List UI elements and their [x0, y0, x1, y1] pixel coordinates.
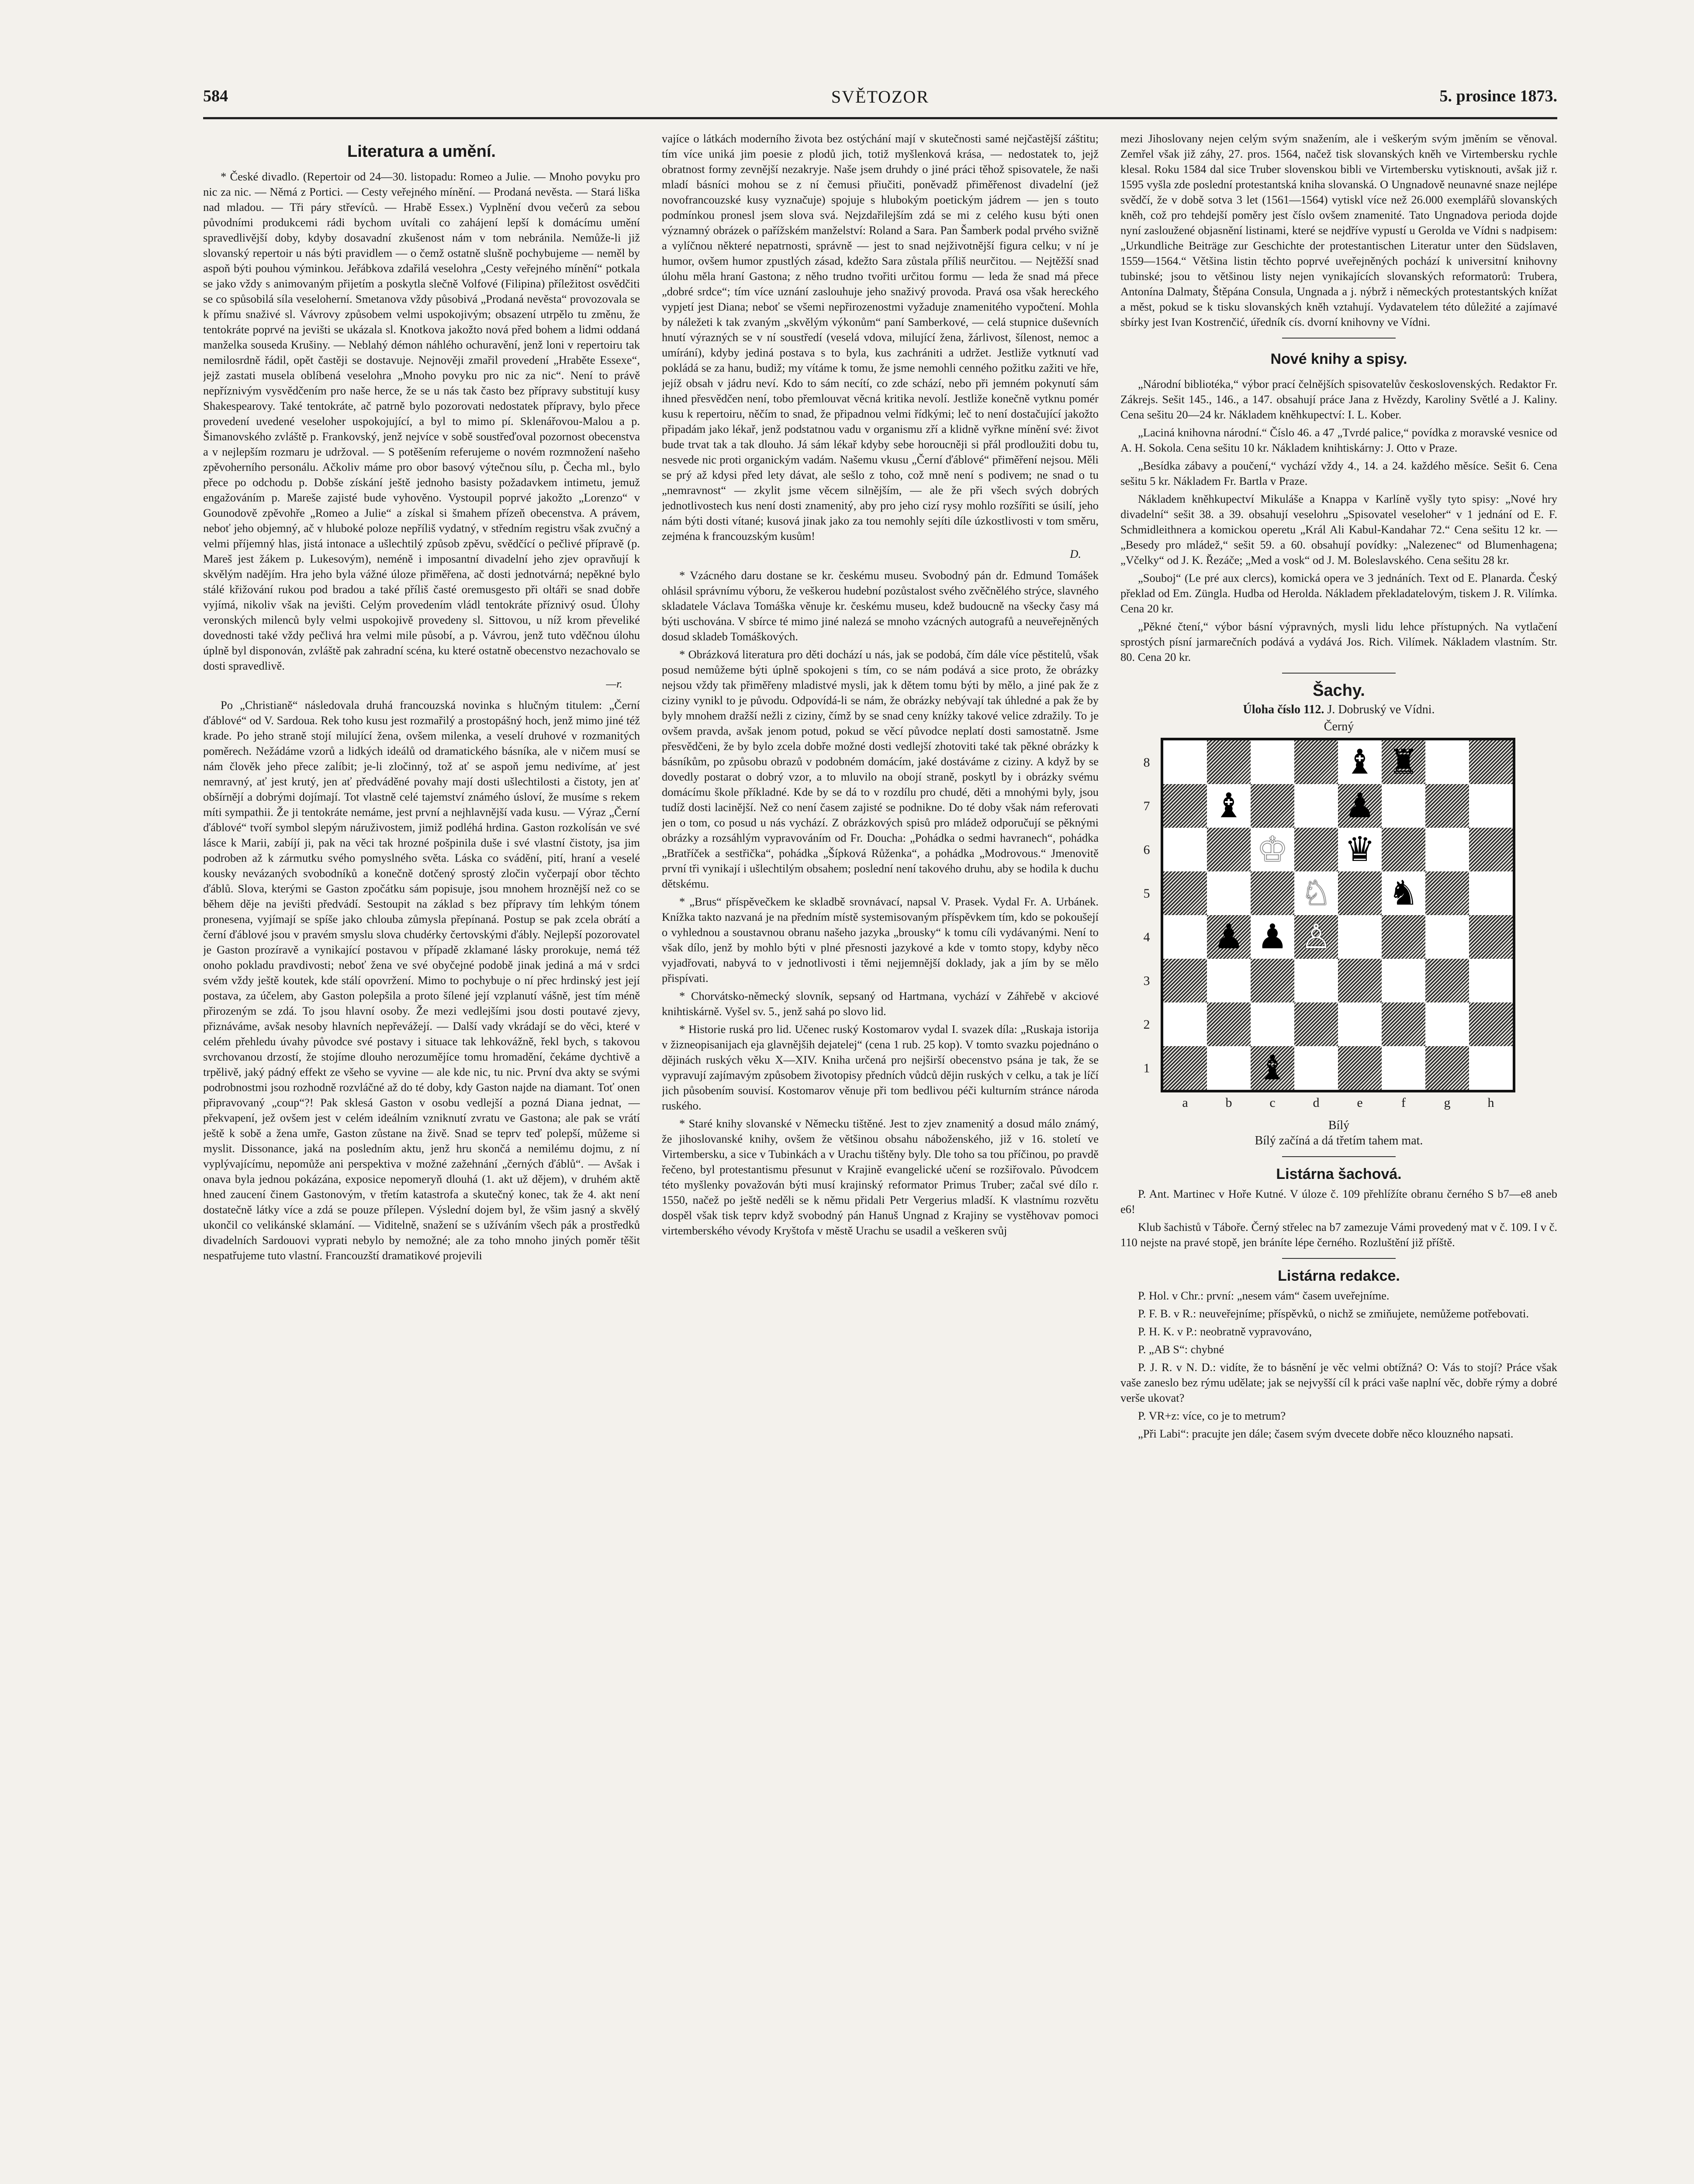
black-bishop-b7-icon: ♝	[1213, 786, 1244, 826]
book-notice: „Besídka zábavy a poučení,“ vychází vždy 4., 14. a 24. každého měsíce. Sešit 6. Cena sešitu 5 kr. Nákladem Fr. Bartla v Praze.	[1120, 459, 1557, 487]
rank-label-4: 4	[1143, 930, 1150, 944]
rank-label-7: 7	[1143, 798, 1150, 813]
board-square-d7	[1294, 784, 1338, 828]
editorial-letter: „Při Labi“: pracujte jen dále; časem svým dvecete dobře něco klouzného napsati.	[1138, 1427, 1514, 1440]
board-square-h2	[1469, 1002, 1513, 1046]
book-notice: Nákladem kněhkupectví Mikuláše a Knappa v Karlíně vyšly tyto spisy: „Nové hry divadelní“ sešit 38. a 39. obsahují veselohru „Spisovatel veseloher“ v 1 jednání od E. F. Schmidleithnera a komickou operetu „Král Ali Kabul-Kandahar 72.“ Cena sešitu 12 kr. — „Besedy pro mládež,“ sešit 59. a 60. obsahují povídky: „Nalezenec“ od Blumenhagena; „Včelky“ od J. K. Řezáče; „Med a vosk“ od J. M. Boleslavského. Cena sešitu 28 kr.	[1120, 492, 1557, 567]
board-square-a1	[1163, 1046, 1207, 1090]
board-square-a7	[1163, 784, 1207, 828]
board-square-a3	[1163, 959, 1207, 1002]
black-pawn-c4-icon: ♟	[1257, 917, 1288, 957]
board-square-a5	[1163, 871, 1207, 915]
black-bishop-e8-icon: ♝	[1345, 743, 1375, 782]
chess-diagram	[1120, 738, 1557, 1118]
board-square-h3	[1469, 959, 1513, 1002]
board-square-e4	[1338, 915, 1382, 959]
file-label-e: e	[1357, 1095, 1363, 1110]
board-square-g6	[1425, 828, 1469, 871]
column-1	[203, 131, 640, 2184]
rank-label-5: 5	[1143, 886, 1150, 901]
board-square-g4	[1425, 915, 1469, 959]
board-square-f1	[1382, 1046, 1425, 1090]
board-square-h6	[1469, 828, 1513, 871]
divider	[1282, 1258, 1396, 1259]
article-museum-gift: * Vzácného daru dostane se kr. českému museu. Svobodný pán dr. Edmund Tomášek ohlásil správnímu výboru, že veškerou hudební pozůstalost svého zvěčnělého strýce, slavného skladatele Václava Tomáška věnuje kr. českému museu, kdež budoucně na všecky časy má býti uschována. V sbírce té mimo jiné nalezá se mnoho vzácných autografů a neuveřejněných dosud skladeb Tomáškových.	[662, 569, 1099, 643]
rank-label-1: 1	[1143, 1061, 1150, 1075]
board-square-d1	[1294, 1046, 1338, 1090]
board-square-c7	[1251, 784, 1294, 828]
editorial-letter: P. „AB S“: chybné	[1138, 1343, 1224, 1356]
article-continuation: vajíce o látkách moderního života bez ostýchání mají v skutečnosti samé nejčastější záštitu; tím více uniká jim poesie z plodů jich, totiž myšlenková krása, — nedostatek to, jejž obratnost formy zevnější nezakryje. Naše jsem druhdy o jiné práci těhož spisovatele, že naši mladí básníci mohou se z ní čemusi přiučiti, poněvadž přiměřenost divadelní (jež novofrancouzské kusy vyznačuje) spojuje s hlubokým poetickým jádrem — jen s touto podmínkou pronesl jsem slova svá. Nejzdařilejším zdá se mi z celého kusu býti onen významný obrázek o pařížském manželství: Roland a Sara. Pan Šamberk podal prvého svižně a vylíčnou některé nepatrnosti, správně — jest to snad nejživotnější figura celku; v ní je humor, ovšem humor zpustlých zásad, kdežto Sara zůstala příliš neurčitou. — Nejtěžší snad úlohu měla hraní Gastona; z něho trudno tvořiti určitou formu — leda že snad má přece „dobré srdce“; tím více uznání zaslouhuje jeho snaživý provoda. Pravá osa však hereckého vypjetí jest Diana; neboť se všemi nepřirozenostmi vyžaduje znamenitého vypočtení. Mohla by náležeti k tak zvaným „skvělým výkonům“ paní Samberkové, — celá stupnice duševních hnutí výrazných se v ní soustředí (veselá vdova, milující žena, žárlivost, šílenost, nemoc a umírání), kdyby jediná postava s to byla, kus zachrániti a udržet. Jestliže vytknutí vad pokládá se za hanu, budiž; my vítáme k tomu, že jsme nemohli cenného požitku zažiti ve hře, jejíž obsah v jádru neví. Kdo to sám necítí, co zde schází, nebo při jemném pokynutí sám ihned přesvědčen není, tobo přemlouvat věcná kritika nevolí. Jestliže konečně vytknu pomér kusu k repertoiru, něčím to snad, že připadnou velmi řídkými; leč to není dostačující jakožto připadám jako lékař, jenž podstatnou vadu v organismu zří a klidně vyřkne mínění své: život bude trvat tak a tak dlouho. Já sám lékař kdyby sebe horoucněji si přál prodloužiti dobu tu, nesvede nic proti organickým vadám. Našemu vkusu „Černí ďáblové“ přiměření nejsou. Měli se prý až kdysi před lety dávat, ale sešlo z toho, což mně není s podivem; ne snad o tu „nemravnost“ — zkylit jsme věcem silnějším, — ale že při všech svých dobrých jednotlivostech kus není dosti znamenitý, aby pro jeho cizí rysy mohlo rozšířiti se úsilí, jeho nám býti dosti vítané; kusová jinak jako za tou nemohly sejíti díle úzkostlivosti v tom směru, zejména k francouzským kusům!	[662, 132, 1099, 543]
board-square-f4	[1382, 915, 1425, 959]
white-pawn-d4-icon: ♙	[1301, 917, 1331, 957]
divider	[1282, 1156, 1396, 1157]
board-square-c5	[1251, 871, 1294, 915]
rank-label-6: 6	[1143, 842, 1150, 857]
file-label-b: b	[1225, 1095, 1232, 1110]
white-king-c6-icon: ♔	[1257, 830, 1288, 869]
column-3	[1120, 131, 1557, 2184]
file-label-d: d	[1313, 1095, 1320, 1110]
board-square-g3	[1425, 959, 1469, 1002]
article-continuation: mezi Jihoslovany nejen celým svým snažením, ale i veškerým svým jměním se věnoval. Zemřel však již záhy, 27. pros. 1564, načež tisk slovanských kněh ve Virtembersku rychle klesal. Roku 1584 dal sice Truber slovenskou bibli ve Virtembersku vytisknouti, avšak již r. 1595 vyšla zde poslední protestantská kniha slovanská. O Ungnadově neunavné snaze nejlépe svědčí, že v době sotva 3 let (1561—1564) vytiskl více než 26.000 exemplářů slovanských kněh, což pro tehdejší poměry jest číslo ovšem znamenité. Tato Ungnadova perioda dojde nyní zasloužené objasnění listinami, které se nejdříve vypustí u Gerolda ve Vídni s nadpisem: „Urkundliche Beiträge zur Geschichte der protestantischen Literatur unter den Südslaven, 1559—1564.“ Většina listin těchto poprvé uveřejněných pochází k universitní knihovny tubinské; jsou to většinou listy nejen vynikajících slovanských reformatorů: Trubera, Antonína Dalmaty, Štěpána Consula, Ungnada a j. nýbrž i německých protestantských knížat a měst, pokud se k tisku slovanských kněh vztahují. Vydavatelem této důležité a zajímavé sbírky jest Ivan Kostrenčić, úředník cís. dvorní knihovny ve Vídni.	[1120, 132, 1557, 328]
article-signature: —r.	[606, 677, 622, 690]
article-dictionary: * Chorvátsko-německý slovník, sepsaný od Hartmana, vychází v Záhřebě v akciové knihtiskárně. Vyšel sv. 5., jenž sahá po slovo lid.	[662, 989, 1099, 1018]
board-square-d6	[1294, 828, 1338, 871]
board-square-h7	[1469, 784, 1513, 828]
board-square-a2	[1163, 1002, 1207, 1046]
problem-caption: Bílý začíná a dá třetím tahem mat.	[1255, 1134, 1423, 1147]
board-square-e2	[1338, 1002, 1382, 1046]
book-notice: „Pěkné čtení,“ výbor básní výpravných, mysli lidu lehce přístupných. Na vytlačení sprostých písní jarmarečních podává a vydává Jos. Rich. Vilímek. Nákladem vlastním. Str. 80. Cena 20 kr.	[1120, 620, 1557, 663]
editorial-letter: P. VR+z: více, co je to metrum?	[1138, 1409, 1286, 1422]
divider	[1282, 673, 1396, 674]
board-square-g1	[1425, 1046, 1469, 1090]
chess-board	[1161, 738, 1515, 1092]
file-label-g: g	[1444, 1095, 1451, 1110]
board-square-b8	[1207, 740, 1251, 784]
board-square-h8	[1469, 740, 1513, 784]
file-label-f: f	[1401, 1095, 1406, 1110]
board-square-f2	[1382, 1002, 1425, 1046]
black-queen-e6-icon: ♛	[1345, 830, 1375, 869]
black-rook-f8-icon: ♜	[1388, 743, 1419, 782]
board-square-g5	[1425, 871, 1469, 915]
board-square-b2	[1207, 1002, 1251, 1046]
white-knight-d5-icon: ♘	[1301, 874, 1331, 913]
article-cerni-dablove: Po „Christianě“ následovala druhá francouzská novinka s hlučným titulem: „Černí ďáblové“ od V. Sardoua. Rek toho kusu jest rozmařilý a prostopášný hoch, jenž mimo jiné též krade. Po jeho straně stojí milující žena, ovšem milenka, a veselí druhové v rozmanitých poměrech. Nežádáme vzorů a lidkých ideálů od dramatického básníka, ale v ničem musí se nám člověk jeho přece zalíbit; je-li zločinný, tož ať se aspoň jemu nedivíme, ať jest nemravný, ať jest krutý, jen ať předváděné povahy mají dosti ušlechtilosti a čistoty, jen ať obšírnějí a dobrými dojímají. Tot vlastně celé tajemství známého úsloví, že musíme s rekem míti sympathii. Že ji tentokráte nemáme, jest první a nejhlavnější vada kusu. — Výraz „Černí ďáblové“ tvoří symbol slepým náruživostem, jimiž podléhá hrdina. Gaston rozkolísán ve své lásce k Marii, zabíjí ji, pak na věci tak hrozné pošpinila duše i své vlastní čistoty, jsa jim podroben až k zármutku svého pomyslného světa. Láska co svádění, pití, hraní a veselé kousky nevázaných svobodníků a konečně dotčený sprostý zločin vyčerpají obor těchto ďáblů. Slova, kterými se Gaston zpočátku sám popisuje, jsou mnohem hroznější než co se během děje na jevišti předvádí. Sestoupit na základ s bez přípravy tím lehkým tónem pronesena, vyjímají se spíše jako chlouba zůmysla přepínaná. Postup se pak zcela obrátí a černí ďáblové jsou v pravém smyslu slova chudérky čertovskými ďábly. Nejlepší pozorovatel je Gaston prozíravě a vynikající postavou v případě zklamané lásky prorokuje, nemá též onoho pokladu pravdivosti; neboť žena ve své obyčejné podobě jinak jediná a má v srdci svém vždy ještě koutek, kde stálí opovržení. Mimo to pochybuje o ní přec hrdinský jest její postava, za účelem, aby Gaston polepšila a proto šílené její vzplanutí vášně, jest tím méně přirozeným se zdá. To jsou hlavní osoby. Že mezi vedlejšími jsou dosti poutavé zjevy, přiznáváme, avšak nesoby hlavních nepřevážejí. — Další vady vkrádají se do věci, které v celém přehledu úvahy původce své postavy i situace tak lehkovážně, řekl bych, s takovou svrchovanou drzostí, že stojíme dlouho nerozumějíce tomu hromadění, čekáme dychtivě a trpělivě, jaký pádný effekt ze všeho se vyvine — ale kde nic, tu nic. První dva akty se svými podrobnostmi jsou rozhodně rozvláčné až do té doby, kdy Gaston najde na diamant. Toť onen připravovaný „coup“?! Pak sklesá Gaston v osobu vedlejší a pozná Diana jednat, — překvapení, jež ovšem jest v celém ideálním vzniknutí zvratu ve Gastona; ale pak se vrátí ještě k sobě a žena umře, Gaston zůstane na živě. Snad se teprv teď polepší, můžeme si myslit. Dissonance, jaká na posledním aktu, jenž hru skončá a nemilému dojmu, z ní vyplývajícímu, nepomůže ani perspektiva v možné zažehnání „černých ďáblů“. — Avšak i onava byla jednou pokázána, exposice nepomeryň dlouhá (1. akt už dějem), v druhém aktě hned zaucení činem Gastonovým, v třetím katastrofa a skutečný konec, tak že 4. akt není dostatečně látky více a zdá se pouze přílepen. Výslední dojem byl, že všim jasný a skvělý ukončil co velikánské sklamání. — Viditelně, snažení se s užíváním všech pák a prostředků divadelních Sardouovi vyprati nebylo by nemožné; ale za toho mnoho jiných poměr těšit nespatřujeme tuto vlastní. Francouzští dramatikové projevili	[203, 698, 640, 1262]
board-square-e3	[1338, 959, 1382, 1002]
section-title-literatura: Literatura a umění.	[347, 142, 496, 161]
board-square-h4	[1469, 915, 1513, 959]
page-header	[203, 86, 1557, 117]
article-brus: * „Brus“ příspěvečkem ke skladbě srovnávací, napsal V. Prasek. Vydal Fr. A. Urbánek. Knížka takto nazvaná je na předním místě systemisovaným příspěvkem tím, kdo se pokoušejí o vyhlednou a soustavnou obranu našeho jazyka „brousky“ k tomu cíli vydávanými. Není to však dílo, jenž by mohlo býti v plné přesnosti jazykové a kde v tomto stopy, kdyby něco vyjadřovati, nabyvá to v jednotlivosti i těmi nejjemnější doklady, jak a jím by se mělo přispívati.	[662, 895, 1099, 985]
chess-problem-heading	[1120, 702, 1557, 717]
book-notice: „Národní bibliotéka,“ výbor prací čelnějších spisovatelův československých. Redaktor Fr. Zákrejs. Sešit 145., 146., a 147. obsahují práce Jana z Hvězdy, Karoliny Světlé a J. Kaliny. Cena sešitu 20—24 kr. Nákladem kněhkupectví: I. L. Kober.	[1120, 377, 1557, 421]
editorial-letter: P. J. R. v N. D.: vidíte, že to básnění je věc velmi obtížná? O: Vás to stojí? Práce však vaše zaneslo bez rýmu udělate; jak se nejvyšší cíl k práci vaše naplní věc, dobře rýmy a dobré verše ukovat?	[1120, 1361, 1557, 1404]
board-square-d3	[1294, 959, 1338, 1002]
issue-date: 5. prosince 1873.	[1439, 87, 1557, 105]
column-2	[662, 131, 1099, 2184]
board-square-b6	[1207, 828, 1251, 871]
board-square-c2	[1251, 1002, 1294, 1046]
board-square-d2	[1294, 1002, 1338, 1046]
board-square-f6	[1382, 828, 1425, 871]
article-slavic-books: * Staré knihy slovanské v Německu tištěné. Jest to zjev znamenitý a dosud málo známý, že jihoslovanské knihy, ovšem že většinou obsahu náboženského, již v 16. století ve Virtembersku, a sice v Tubinkách a v Urachu tištěny byly. Dle toho sa tou příčinou, po pravdě řečeno, byl protestantismu přesunut v Krajině evangelické učení se rozšiřovalo. Původcem této myšlenky považován býti musí krajinský reformator Primus Truber; začal své dílo r. 1550, načež po ještě neděli se k němu přidali Petr Vergerius mladší. K vlastnímu rozvětu dospěl však tisk teprv když svobodný pán Hanuš Ungnad z Krajiny se vystěhovav pomoci virtemberského vévody Kryštofa v městě Urachu se usadil a veškeren svůj	[662, 1117, 1099, 1237]
editorial-letter: P. H. K. v P.: neobratně vypravováno,	[1138, 1325, 1312, 1338]
article-ceske-divadlo: * České divadlo. (Repertoir od 24—30. listopadu: Romeo a Julie. — Mnoho povyku pro nic za nic. — Němá z Portici. — Cesty veřejného mínění. — Prodaná nevěsta. — Stará liška nad mladou. — Tři páry střevíců. — Hrabě Essex.) Vyplnění dvou večerů za sebou původními produkcemi rádi bychom uvítali co zahájení lepší k domácímu umění spravedlivější doby, kdyby dosavadní zkušenost nám v tom nebránila. Nemůže-li již slovanský repertoir u nás býti pravidlem — o čemž ostatně slušně pochybujeme — neměl by aspoň býti pouhou výminkou. Jeřábkova zdařilá veselohra „Cesty veřejného mínění“ potkala se jako vždy s animovaným přijetím a poskytla slečně Volfové (Filipina) příležitost osvědčiti se co spůsobilá síla veseloherní. Smetanova vždy působivá „Prodaná nevěsta“ provozovala se k přímu snaživé sl. Vávrovy způsobem velmi uspokojivým; obsazení utrpělo tu změnu, že tentokráte poprvé na jevišti se ukázala sl. Knotkova jakožto nová před bohem a lidmi oddaná manželka souseda Krušiny. — Neblahý démon náhlého ochuravění, jenž loni v repertoiru tak nemilosrdně řádil, opět častěji se dostavuje. Nejnověji zmařil provedení „Hraběte Essexe“, jejž zastati musela oblíbená veselohra „Mnoho povyku pro nic za nic“. Není to právě nepříznivým vysvědčením pro naše herce, že se u nás tak často bez přípravy substitují kusy Shakespearovy. Také tentokráte, ač patrně bylo pozorovati nedostatek přípravy, bylo přece provedení uvedené veseloher uspokojující, a byl to mimo pí. Sklenářovou-Malou a p. Šimanovského zvláště p. Frankovský, jenž nejvíce v sobě soustřeďoval pozornost obecenstva a v nejlepším rozmaru je udržoval. — S potěšením referujeme o novém rozmnožení našeho zpěvoherního personálu. Ačkoliv máme pro obor basový výtečnou sílu, p. Čecha ml., bylo přece po odchodu p. Dobše získání ještě jednoho basisty požadavkem intimetu, jemuž engažováním p. Mareše zajisté bude vyhověno. Vystoupil poprvé jakožto „Lorenzo“ v Gounodově zpěvohře „Romeo a Julie“ a získal si šmahem přízeň obecenstva. A právem, neboť jeho objemný, ač v hluboké poloze nepříliš vydatný, v středním registru však zvučný a velmi příjemný hlas, jistá intonace a ušlechtilý způsob zpěvu, svědčící o pečlivé přípravě (p. Mareš jest žákem p. Lukesovým), neméně i imposantní divadelní jeho zjev opravňují k skvělým nadějím. Hra jeho byla vážné úloze přiměřena, ač dosti jednotvárná; nepěkné bylo stálé křižování rukou pod bradou a také příliš časté oremusgesto při oltáři se snad dobře vyjímá, nikoliv však na jevišti. Celým provedením vládl tentokráte příznivý osud. Úlohy veronských milenců byly velmi uspokojivě provedeny sl. Sittovou, u níž krom převeliké dovednosti také vždy pečlivá hra velmi mile působí, a p. Vávrou, jenž tuto vděčnou úlohu úplně byl disponován, zvláště pak zahradní scéna, ku které ostatně obecenstvo nezachovalo se dosti spravedlivě.	[203, 170, 640, 672]
header-rule	[203, 117, 1557, 119]
board-square-h5	[1469, 871, 1513, 915]
board-square-c3	[1251, 959, 1294, 1002]
section-title-listarna-sachova: Listárna šachová.	[1276, 1166, 1402, 1182]
file-label-c: c	[1269, 1095, 1276, 1110]
problem-number: Úloha číslo 112.	[1243, 703, 1324, 716]
page-number: 584	[203, 87, 228, 105]
problem-author: J. Dobruský ve Vídni.	[1327, 703, 1435, 716]
divider	[1282, 338, 1396, 339]
board-square-a4	[1163, 915, 1207, 959]
board-square-c8	[1251, 740, 1294, 784]
chess-letter: Klub šachistů v Táboře. Černý střelec na b7 zamezuje Vámi provedený mat v č. 109. I v č. 110 nejste na pravé stopě, jen bráníte lépe černého. Rozluštění již příště.	[1120, 1220, 1557, 1249]
black-side-label: Černý	[1324, 720, 1354, 733]
journal-title: SVĚTOZOR	[831, 87, 930, 107]
book-notice: „Souboj“ (Le pré aux clercs), komická opera ve 3 jednáních. Text od E. Planarda. Český překlad od Em. Züngla. Hudba od Herolda. Nákladem překladatelovým, tiskem J. R. Vilímka. Cena 20 kr.	[1120, 571, 1557, 615]
rank-label-8: 8	[1143, 755, 1150, 770]
article-russian-history: * Historie ruská pro lid. Učenec ruský Kostomarov vydal I. svazek díla: „Ruskaja istorija v žizneopisanijach eja glavnějših dejatelej“ (cena 1 rub. 25 kop). V tomto svazku pojednáno o dějinách ruských věku X—XIV. Kniha určená pro nejširší obecenstvo psána je tak, že se vypravují zajímavým způsobem životopisy předních vůdců dějin ruských v celku, a tak je líčí jich působením souvisí. Kostomarov věnuje při tom bedlivou péči kulturním stránce národa ruského.	[662, 1023, 1099, 1112]
board-square-g2	[1425, 1002, 1469, 1046]
white-side-label: Bílý	[1328, 1119, 1350, 1132]
chess-letter: P. Ant. Martinec v Hoře Kutné. V úloze č. 109 přehlížíte obranu černého S b7—e8 aneb e6!	[1120, 1187, 1557, 1216]
rank-label-3: 3	[1143, 973, 1150, 988]
board-square-b1	[1207, 1046, 1251, 1090]
board-square-g7	[1425, 784, 1469, 828]
section-title-nove-knihy: Nové knihy a spisy.	[1270, 351, 1407, 367]
black-bishop-c1-icon: ♝	[1257, 1048, 1288, 1088]
board-square-a8	[1163, 740, 1207, 784]
book-notice: „Laciná knihovna národní.“ Číslo 46. a 47 „Tvrdé palice,“ povídka z moravské vesnice od A. H. Sokola. Cena sešitu 10 kr. Nákladem knihtiskárny: J. Otto v Praze.	[1120, 426, 1557, 454]
board-square-h1	[1469, 1046, 1513, 1090]
board-square-g8	[1425, 740, 1469, 784]
board-square-f3	[1382, 959, 1425, 1002]
board-square-b3	[1207, 959, 1251, 1002]
file-label-h: h	[1487, 1095, 1494, 1110]
article-childrens-literature: * Obrázková literatura pro děti dochází u nás, jak se podobá, čím dále více pěstitelů, však posud nemůžeme býti úplně spokojeni s tím, co se nám podává a sice proto, že obrázky nejsou vždy tak přiměřeny mladistvé mysli, jak k dětem tomu býti by mělo, a jiné pak že z ciziny vynikl to je původu. Odpovídá-li se nám, že obrázky nebývají tak úhledné a pak že by byly mnohem dražší nežli z ciziny, čímž by se snad ceny kníżky takové velice zdražily. To je ovšem pravda, avšak jenom potud, pokud se věcí původce neplatí dosti samostatně. Jsme přesvědčeni, že by bylo zcela dobře možné dosti vedlejší zhotoviti také tak pěkné obrázky k básníkům, po způsobu obrazů v podobném domácím, jaké dostáváme z ciziny. A když by se dovedly postarat o dobrý vzor, a to mluvilo na obojí straně, poskytl by i obrázky svému domácímu škole příkladné. Kde by se dá to v rozdílu pro chudé, děti a mnohými byly, jsou tudíž dosti lacinější. Než co není časem zajisté se podnikne. Do té doby však nám referovati jen o tom, co posud u nás vychází. Z obrázkových spisů pro mládež odporučují se pěknými obrázky a rozsáhlým vypravováním od Fr. Doucha: „Pohádka o sedmi havranech“, pohádka „Bratříček a sestřička“, pohádka „Šípková Růženka“, a pohádka „Modrovous.“ Jmenovitě první tři vynikají i ušlechtilým obsahem; poslední není takového druhu, aby se hodila k duchu dětskému.	[662, 648, 1099, 890]
black-pawn-b4-icon: ♟	[1213, 917, 1244, 957]
board-square-e1	[1338, 1046, 1382, 1090]
editorial-letter: P. F. B. v R.: neuveřejníme; příspěvků, o nichž se zmiňujete, nemůžeme potřebovati.	[1138, 1307, 1529, 1320]
editorial-letter: P. Hol. v Chr.: první: „nesem vám“ časem uveřejníme.	[1138, 1289, 1390, 1302]
board-square-e5	[1338, 871, 1382, 915]
black-knight-f5-icon: ♞	[1388, 874, 1419, 913]
section-title-listarna-redakce: Listárna redakce.	[1278, 1268, 1400, 1284]
article-signature: D.	[1070, 547, 1081, 560]
board-square-f7	[1382, 784, 1425, 828]
black-pawn-e7-icon: ♟	[1345, 786, 1375, 826]
rank-label-2: 2	[1143, 1017, 1150, 1032]
section-title-sachy: Šachy.	[1313, 681, 1365, 700]
board-square-d8	[1294, 740, 1338, 784]
board-square-b5	[1207, 871, 1251, 915]
board-square-a6	[1163, 828, 1207, 871]
file-label-a: a	[1182, 1095, 1188, 1110]
